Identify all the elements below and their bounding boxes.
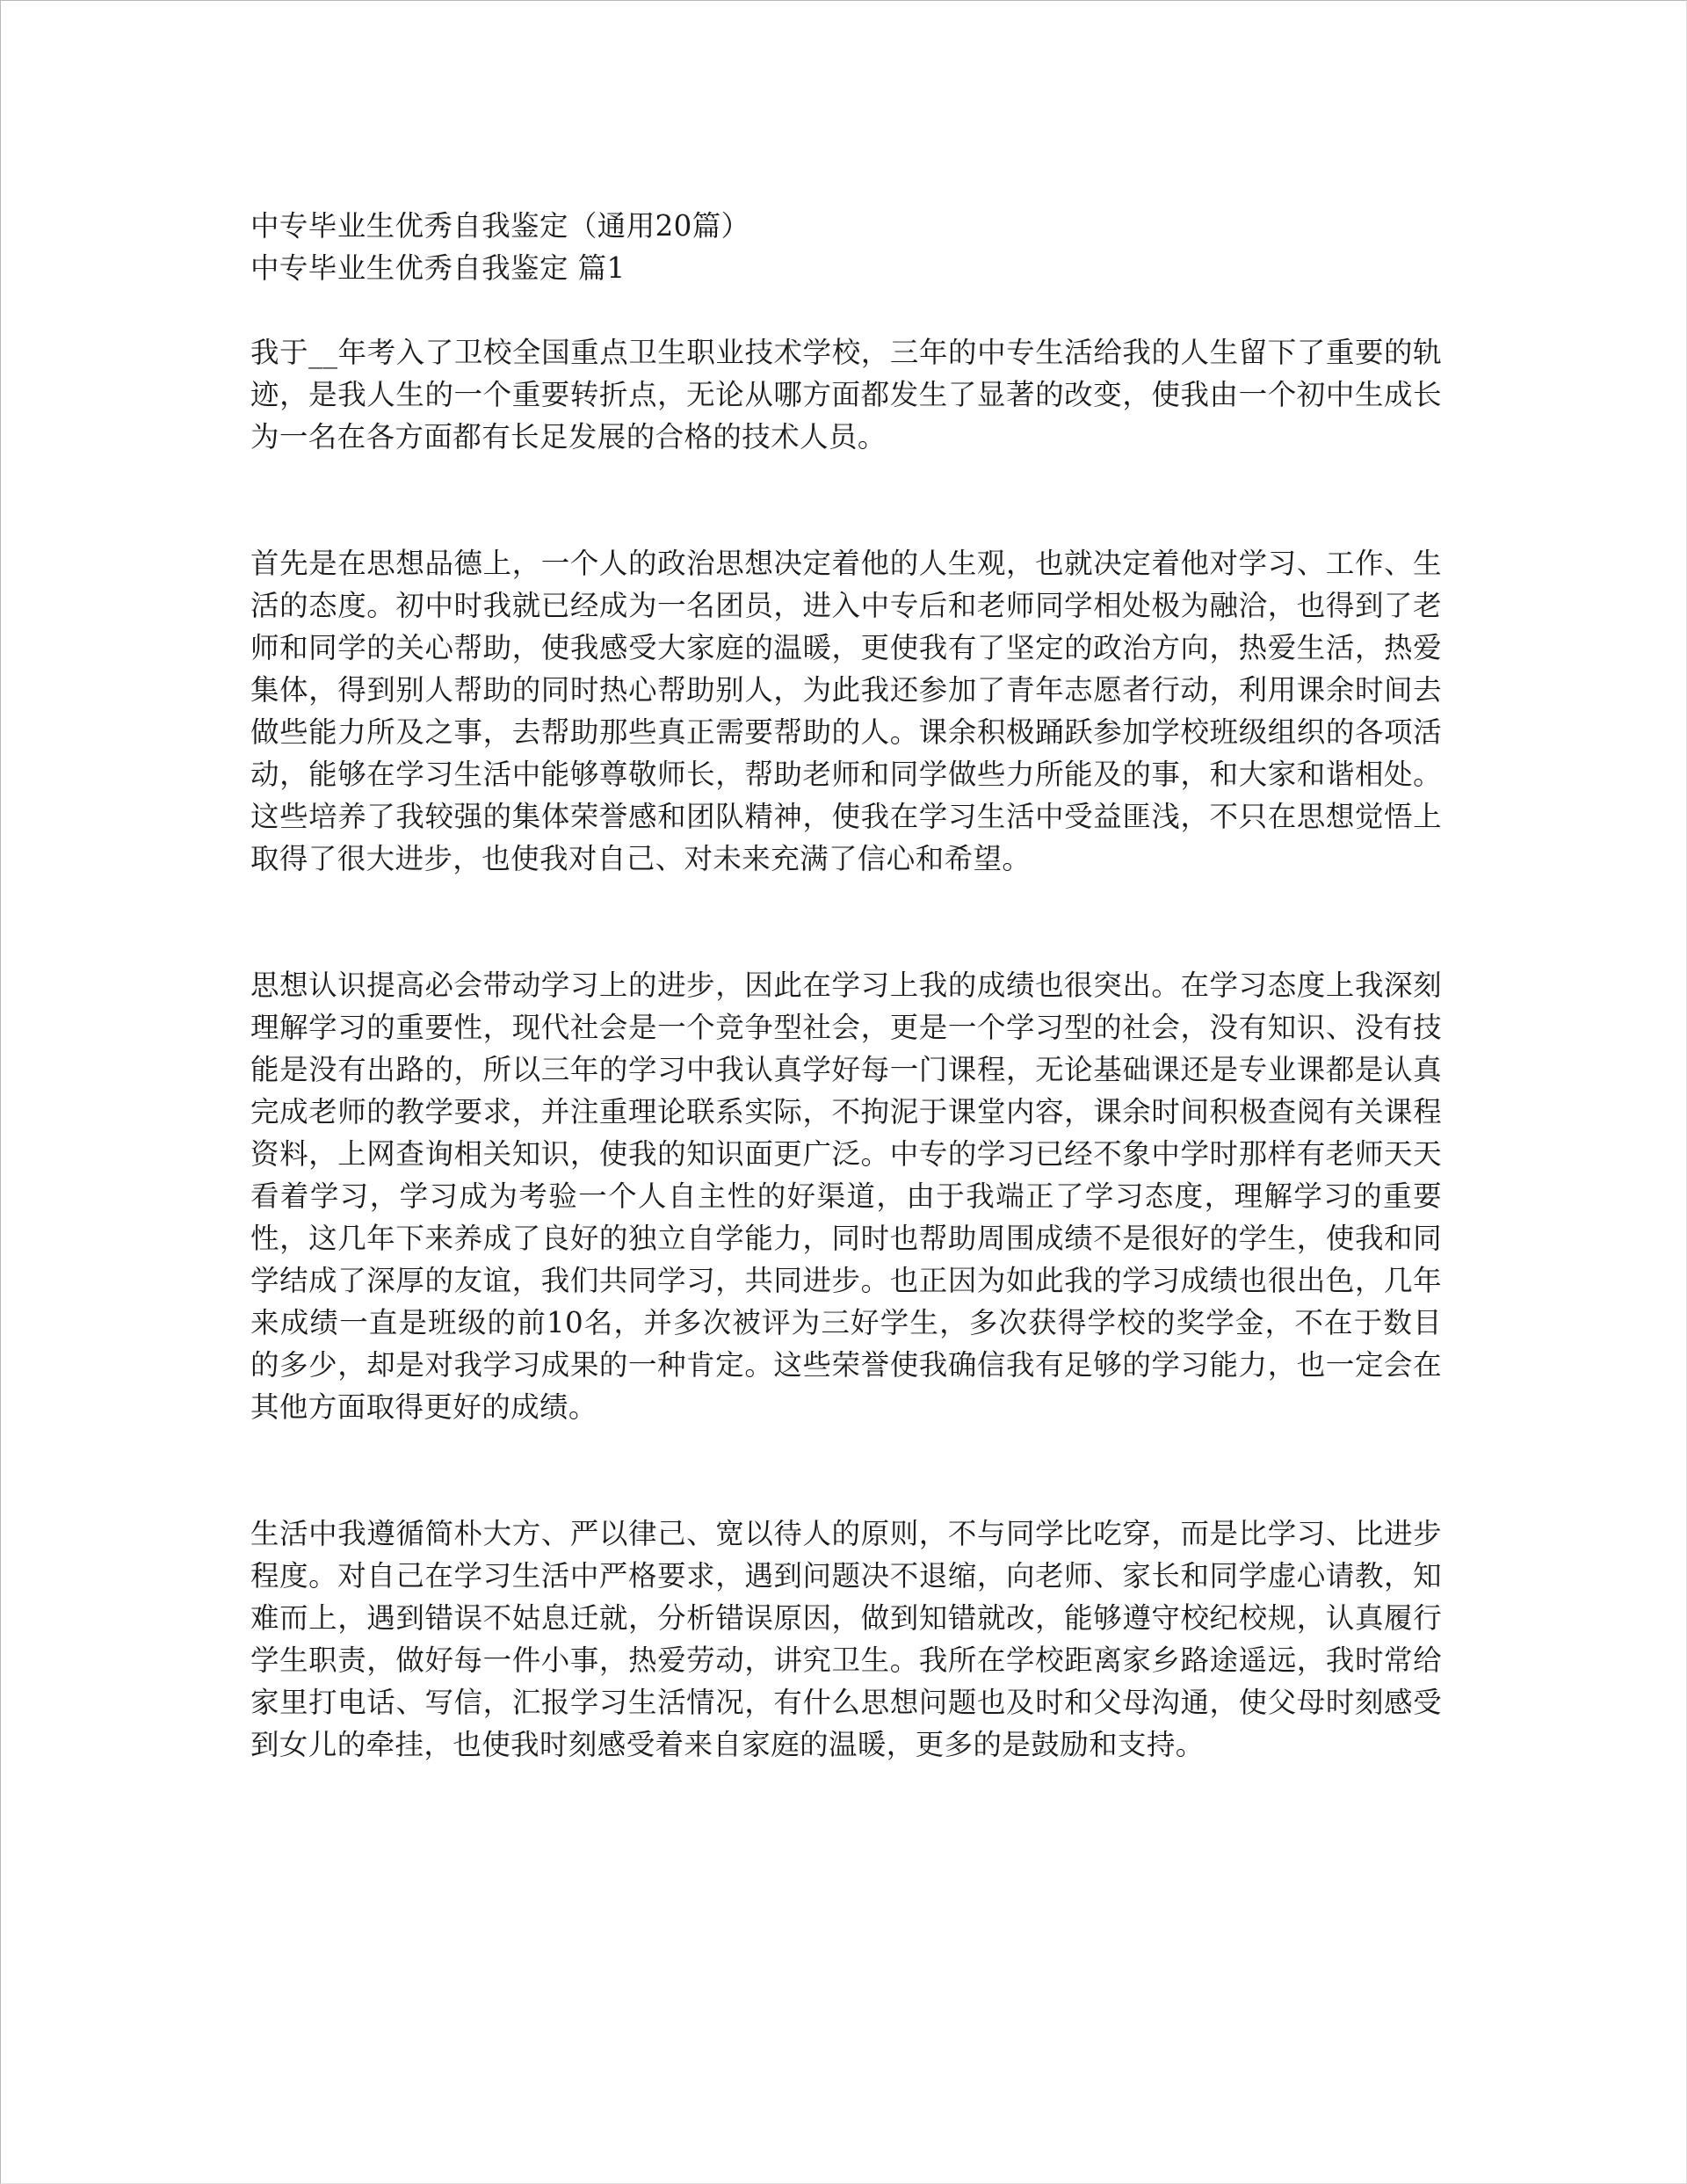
document-body: [250, 205, 1442, 1766]
paragraph: 生活中我遵循简朴大方、严以律己、宽以待人的原则，不与同学比吃穿，而是比学习、比进步程度。对自己在学习生活中严格要求，遇到问题决不退缩，向老师、家长和同学虚心请教，知难而上，遇到错误不姑息迁就，分析错误原因，做到知错就改，能够遵守校纪校规，认真履行学生职责，做好每一件小事，热爱劳动，讲究卫生。我所在学校距离家乡路途遥远，我时常给家里打电话、写信，汇报学习生活情况，有什么思想问题也及时和父母沟通，使父母时刻感受到女儿的牵挂，也使我时刻感受着来自家庭的温暖，更多的是鼓励和支持。: [250, 1517, 1442, 1761]
spacer: [250, 880, 1442, 964]
paragraph: 我于__年考入了卫校全国重点卫生职业技术学校，三年的中专生活给我的人生留下了重要的轨迹，是我人生的一个重要转折点，无论从哪方面都发生了显著的改变，使我由一个初中生成长为一名在各方面都有长足发展的合格的技术人员。: [250, 336, 1442, 453]
paragraph: 思想认识提高必会带动学习上的进步，因此在学习上我的成绩也很突出。在学习态度上我深刻理解学习的重要性，现代社会是一个竞争型社会，更是一个学习型的社会，没有知识、没有技能是没有出路的，所以三年的学习中我认真学好每一门课程，无论基础课还是专业课都是认真完成老师的教学要求，并注重理论联系实际，不拘泥于课堂内容，课余时间积极查阅有关课程资料，上网查询相关知识，使我的知识面更广泛。中专的学习已经不象中学时那样有老师天天看着学习，学习成为考验一个人自主性的好渠道，由于我端正了学习态度，理解学习的重要性，这几年下来养成了良好的独立自学能力，同时也帮助周围成绩不是很好的学生，使我和同学结成了深厚的友谊，我们共同学习，共同进步。也正因为如此我的学习成绩也很出色，几年来成绩一直是班级的前10名，并多次被评为三好学生，多次获得学校的奖学金，不在于数目的多少，却是对我学习成果的一种肯定。这些荣誉使我确信我有足够的学习能力，也一定会在其他方面取得更好的成绩。: [250, 969, 1442, 1424]
spacer: [250, 289, 1442, 331]
spacer: [250, 1428, 1442, 1513]
spacer: [250, 458, 1442, 542]
section-title: 中专毕业生优秀自我鉴定 篇1: [250, 251, 626, 285]
paragraph: 首先是在思想品德上，一个人的政治思想决定着他的人生观，也就决定着他对学习、工作、生活的态度。初中时我就已经成为一名团员，进入中专后和老师同学相处极为融洽，也得到了老师和同学的关心帮助，使我感受大家庭的温暖，更使我有了坚定的政治方向，热爱生活，热爱集体，得到别人帮助的同时热心帮助别人，为此我还参加了青年志愿者行动，利用课余时间去做些能力所及之事，去帮助那些真正需要帮助的人。课余积极踊跃参加学校班级组织的各项活动，能够在学习生活中能够尊敬师长，帮助老师和同学做些力所能及的事，和大家和谐相处。这些培养了我较强的集体荣誉感和团队精神，使我在学习生活中受益匪浅，不只在思想觉悟上取得了很大进步，也使我对自己、对未来充满了信心和希望。: [250, 547, 1442, 875]
document-title: 中专毕业生优秀自我鉴定（通用20篇）: [250, 209, 750, 243]
